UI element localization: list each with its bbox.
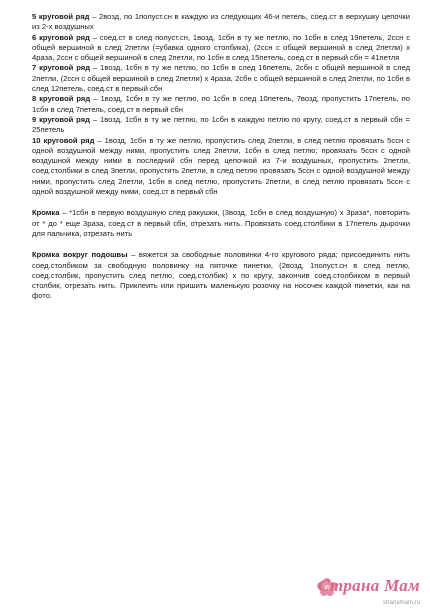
edge-section [32, 208, 410, 239]
watermark-title: Страна Мам [317, 576, 420, 595]
edge-paragraph [32, 208, 410, 239]
row-5-paragraph [32, 12, 410, 33]
row-7-paragraph [32, 63, 410, 94]
row-5-text: – 2возд, по 1полуст.сн в каждую из следующих 46-и петель, соед.ст в верхушку цепочки из 2-х воздушных [32, 12, 410, 32]
row-10-heading: 10 круговой ряд [32, 135, 95, 145]
row-8-text: – 1возд, 1сбн в ту же петлю, по 1сбн в след 10петель, 7возд, пропустить 17петель, по 1сбн в след 7петель, соед.ст в первый сбн [32, 94, 410, 114]
row-9-paragraph [32, 115, 410, 136]
sole-edge-text: – вяжется за свободные половинки 4-го кругового ряда; присоединить нить соед.столбиком за свободную половинку на пяточке пинетки, (2возд, 1полуст.сн в след петлю, соед.столбик, пропустить след петлю, соед.столбик) х по кругу, закончив соед.столбиком в первый столбик, отрезать нить. Приклеить или пришить маленькую розочку на носочек каждой пинетки, как на фото. [32, 250, 410, 301]
row-6-text: – соед.ст в след полуст.сн, 1возд, 1сбн в ту же петлю, по 1сбн в след 19петель, 2ссн с общей вершиной в след 2петли (=убавка одного столбика), (2ссн с общей вершиной в след 2петли) х 4раза, 2ссн с общей вершиной в след 2петли, по 1сбн в след 15петель, соед.ст в первый сбн = 41петля [32, 32, 410, 63]
section-gap [32, 239, 410, 250]
rows-section [32, 12, 410, 197]
sole-edge-heading: Кромка вокруг подошвы [32, 250, 128, 260]
sole-edge-paragraph [32, 250, 410, 301]
row-7-heading: 7 круговой ряд [32, 63, 91, 73]
row-8-paragraph [32, 94, 410, 115]
section-gap [32, 197, 410, 208]
row-6-heading: 6 круговой ряд [32, 32, 90, 42]
row-7-text: – 1возд, 1сбн в ту же петлю, по 1сбн в след 16петель, 2сбн с общей вершиной в след 2петли, (2ссн с общей вершиной в след 2петли) х 4раза, 2сбн с общей вершиной в след 2петли, по 1сбн в след 12петель, соед.ст в первый сбн [32, 63, 411, 94]
row-9-text: – 1возд, 1сбн в ту же петлю, по 1сбн в каждую петлю по кругу, соед.ст в первый сбн = 25петель [32, 114, 411, 135]
row-5-heading: 5 круговой ряд [32, 12, 90, 21]
row-6-paragraph [32, 33, 410, 64]
document-body [32, 12, 410, 302]
sole-edge-section [32, 250, 410, 301]
row-9-heading: 9 круговой ряд [32, 114, 90, 124]
edge-heading: Кромка [32, 208, 60, 218]
watermark-site: stranamam.ru [382, 600, 420, 606]
row-10-paragraph [32, 136, 410, 198]
edge-text: – *1сбн в первую воздушную след ракушки, (3возд, 1сбн в след воздушную) х 3раза*, повторить от * до * еще 3раза, соед.ст в первый сбн, отрезать нить. Провязать соед.столбики в 17петель дырочки для пальчика, отрезать нить [32, 208, 410, 238]
row-8-heading: 8 круговой ряд [32, 94, 91, 104]
row-10-text: – 1возд, 1сбн в ту же петлю, пропустить след 2петли, в след петлю провязать 5ссн с одной воздушной между ними, пропустить след 2петли, 1сбн в след петлю; провязать 5ссн с одной воздушной между ними в последний сбн перед цепочкой из 7-и воздушных, пропустить 2петли, соед.столбики в след 3петли, пропустить 2петли, в след петлю провязать 5ссн с одной воздушной между ними, пропустить след 2петли, 1сбн в след петлю, пропустить 2петли, в след петлю провязать 5ссн с одной воздушной между ними, соед.ст в первый сбн [32, 135, 410, 197]
